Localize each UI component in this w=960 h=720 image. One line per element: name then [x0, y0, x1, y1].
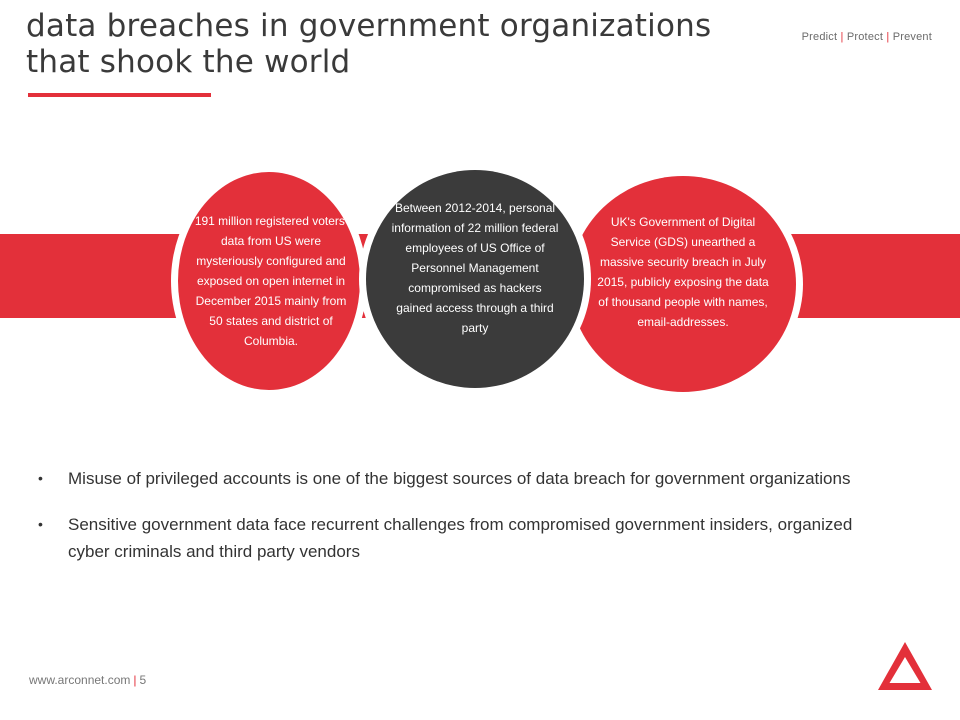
page-title-line-1: data breaches in government organizations — [26, 8, 712, 44]
tagline-prevent: Prevent — [892, 31, 932, 43]
footer — [29, 673, 146, 687]
breach-circle-text: 191 million registered voters' data from US were mysteriously configured and exposed on open internet in December 2015 mainly from 50 states and district of Columbia. — [194, 214, 348, 348]
bullet-text: Sensitive government data face recurrent challenges from compromised government insiders, organized cyber criminals and third party vendors — [68, 515, 853, 561]
title-underline — [28, 93, 211, 97]
bullet-list — [38, 465, 898, 584]
tagline-protect: Protect — [846, 31, 884, 43]
bullet-icon: • — [38, 470, 43, 486]
list-item — [38, 511, 898, 565]
breach-circle-us-voters — [178, 172, 360, 390]
tagline-separator: | — [840, 31, 844, 43]
tagline-separator: | — [886, 31, 890, 43]
tagline — [802, 31, 932, 43]
breach-circle-text: UK's Government of Digital Service (GDS) unearthed a massive security breach in July 2015, publicly exposing the data of thousand people with names, email-addresses. — [597, 215, 769, 329]
bullet-icon: • — [38, 516, 43, 532]
list-item — [38, 465, 898, 492]
page-title — [26, 8, 766, 80]
footer-separator: | — [133, 673, 137, 687]
breach-circle-uk-gds — [570, 176, 796, 392]
footer-website: www.arconnet.com — [29, 673, 131, 687]
red-triangle-logo-icon — [876, 640, 934, 692]
page-title-line-2: that shook the world — [26, 44, 351, 80]
breach-circle-us-opm — [366, 170, 584, 388]
bullet-text: Misuse of privileged accounts is one of the biggest sources of data breach for government organizations — [68, 469, 851, 488]
breach-circle-text: Between 2012-2014, personal information of 22 million federal employees of US Office of Personnel Management compromised as hackers gained access through a third party — [391, 200, 559, 335]
tagline-predict: Predict — [801, 31, 838, 43]
page-number: 5 — [139, 673, 147, 687]
